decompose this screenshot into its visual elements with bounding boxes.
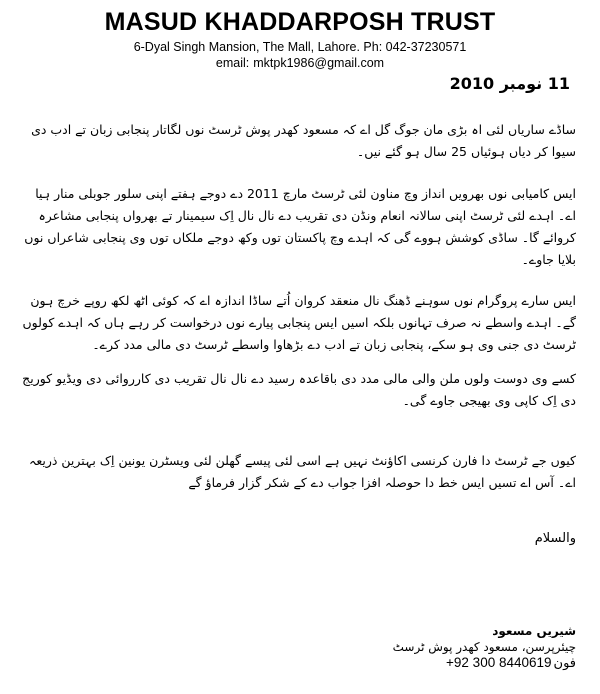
organization-email [0,56,600,70]
signatory-title: چیئرپرسن، مسعود کھدر پوش ٹرسٹ [392,640,576,654]
signature-block [390,623,576,672]
organization-address: 6-Dyal Singh Mansion, The Mall, Lahore. Ph: 042-37230571 [133,40,467,54]
signatory-phone [390,655,576,672]
letter-date: 11 نومبر 2010 [449,74,570,93]
letter-closing: والسلام [534,531,576,546]
organization-name: MASUD KHADDARPOSH TRUST [104,8,496,36]
email-address: mktpk1986@gmail.com [253,56,385,70]
email-label: email: [215,56,250,70]
body-paragraph-1: ساڈے ساریاں لئی اہ بڑی مان جوگ گل اے کہ مسعود کھدر پوش ٹرسٹ نوں لگاتار پنجابی زبان تے ادب دی سیوا کر دیاں ہوئیاں 25 سال ہو گئے نیں۔ [31,122,576,159]
body-paragraph-3: ایس سارے پروگرام نوں سوہنے ڈھنگ نال منعقد کروان اُتے ساڈا اندازہ اے کہ کوئی اٹھ لکھ روپے خرچ ہون گے۔ اہدے واسطے نہ صرف تہانوں بلکہ اسیں ایس پنجابی پیارے نوں درخواست کر رہے ہاں کہ اہدے کولوں ٹرسٹ دی جنی وی ہو سکے، پنجابی زبان تے ادب دے بڑھاوا واسطے ٹرسٹ دی مالی مدد کرے۔ [22,293,576,352]
phone-number: +92 300 8440619 [446,655,552,670]
body-paragraph-4: کسے وی دوست ولوں ملن والی مالی مدد دی باقاعدہ رسید دے نال نال تقریب دی کارروائی دی ویڈیو کوریج دی اِک کاپی وی بھیجی جاوے گی۔ [22,371,576,408]
signatory-name: شیریں مسعود [492,624,576,638]
phone-label: فون [553,656,576,671]
body-paragraph-5: کیوں جے ٹرسٹ دا فارن کرنسی اکاؤنٹ نہیں ہے اسی لئی پیسے گھلن لئی ویسٹرن یونین اِک بہترین ذریعہ اے۔ آس اے تسیں ایس خط دا حوصلہ افزا جواب دے کے شکر گزار فرماؤ گے [29,453,576,490]
body-paragraph-2: ایس کامیابی نوں بھرویں انداز وچ مناون لئی ٹرسٹ مارچ 2011 دے دوجے ہفتے اپنی سلور جوبلی منار ہیا اے۔ اہدے لئی ٹرسٹ اپنی سالانہ انعام ونڈن دی تقریب دے نال نال اِک سیمینار تے بھرواں پنجابی مشاعرہ کروائے گا۔ ساڈی کوشش ہووے گی کہ اہدے وچ پاکستان توں وکھ دوجے ملکاں توں وی پنجابی شاعراں نوں بلایا جاوے۔ [24,186,576,267]
